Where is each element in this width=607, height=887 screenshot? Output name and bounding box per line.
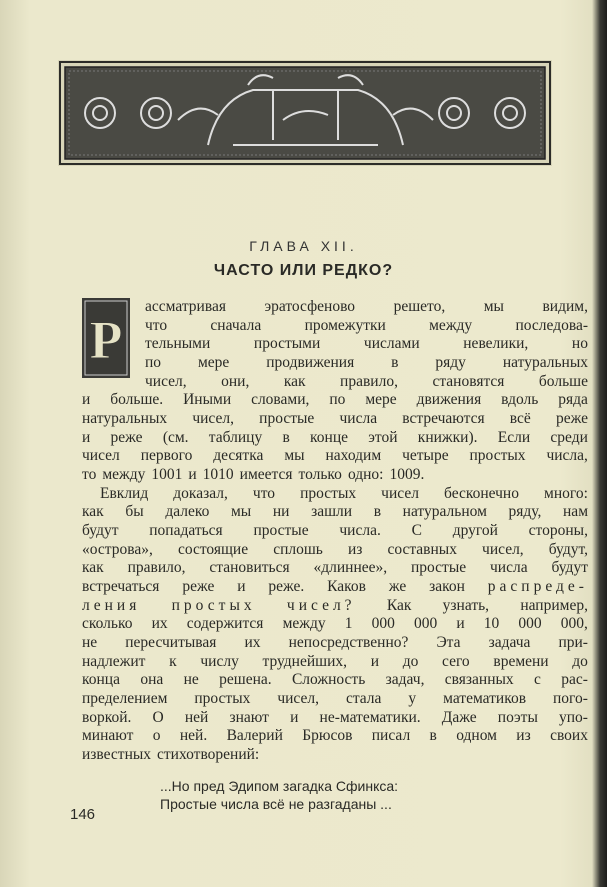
word: числу: [200, 652, 239, 670]
word: натуральных: [502, 354, 588, 371]
word: чисел,: [482, 540, 524, 558]
word: Сложность: [291, 671, 366, 689]
word: 10: [483, 615, 500, 633]
word: словами,: [251, 391, 310, 409]
word: из: [347, 540, 363, 558]
word: 1010: [202, 466, 234, 484]
word: она: [140, 671, 164, 689]
word: будут: [82, 522, 119, 540]
word: продвижения: [266, 354, 355, 371]
word: попадаться: [149, 522, 223, 540]
word: сначала: [210, 316, 262, 334]
word: мере: [365, 391, 397, 409]
word: в: [391, 354, 399, 371]
word: сплошь: [273, 540, 323, 558]
word: мере: [197, 354, 230, 371]
drop-cap-initial: [82, 298, 130, 378]
chapter-title: ЧАСТО ИЛИ РЕДКО?: [213, 262, 394, 279]
word: нам: [563, 503, 588, 521]
word: чисел,: [277, 690, 319, 708]
word: минают: [82, 727, 134, 745]
word: встречаться: [82, 578, 160, 596]
word: и: [237, 578, 246, 596]
word: реже: [182, 578, 215, 596]
text-line: [82, 558, 588, 577]
text-line: [145, 353, 588, 372]
word: с: [534, 671, 541, 689]
word: простых: [194, 690, 251, 708]
word: далеко: [165, 503, 210, 521]
word: рас-: [561, 671, 588, 689]
word: мы: [284, 447, 305, 465]
word: ассматривая: [145, 298, 226, 315]
word: 1001: [151, 466, 183, 484]
word: Если: [497, 428, 531, 446]
word: правило,: [340, 372, 398, 390]
word: сего: [442, 652, 470, 670]
word: из: [516, 727, 531, 745]
word: тельными: [145, 335, 211, 353]
text-line: [82, 633, 588, 652]
word: реже.: [268, 578, 305, 596]
word: бы: [125, 503, 144, 521]
word: же: [388, 578, 407, 596]
text-line: [82, 428, 588, 447]
word: сколько: [82, 615, 133, 633]
text-line: [82, 614, 588, 633]
word: чисел,: [192, 410, 234, 428]
word: чисел?: [286, 596, 356, 614]
word: конце: [310, 428, 349, 446]
word: простые: [253, 522, 309, 540]
word: не: [82, 634, 98, 652]
word: доказал,: [173, 484, 228, 502]
word: ряду: [435, 354, 466, 371]
word: связанных: [444, 671, 514, 689]
text-line: [82, 409, 588, 428]
word: находим: [325, 447, 382, 465]
word: книжки).: [417, 428, 478, 446]
word: натуральном: [402, 503, 487, 521]
word: между: [282, 615, 326, 633]
poem-line-2: Простые числа всё не разгаданы ...: [160, 796, 392, 812]
word: зашли: [311, 503, 353, 521]
poem-line-1: ...Но пред Эдипом загадка Сфинкса:: [160, 778, 399, 794]
word: мы: [483, 298, 504, 315]
word: Евклид: [100, 484, 149, 502]
word: видим,: [542, 298, 588, 315]
word: 000: [518, 615, 542, 633]
word: они,: [221, 372, 250, 390]
word: простых: [469, 447, 526, 465]
word: в: [429, 727, 437, 745]
word: известных: [82, 746, 152, 764]
word: их: [151, 615, 168, 633]
word: по: [329, 391, 346, 409]
word: упо-: [559, 708, 588, 726]
word: и: [456, 615, 465, 633]
word: Как: [386, 596, 412, 614]
word: становиться: [209, 559, 290, 577]
text-line: [82, 465, 582, 484]
word: математиков: [443, 690, 527, 708]
word: воркой.: [82, 708, 132, 726]
word: встречаются: [402, 410, 485, 428]
word: не-математики.: [319, 708, 421, 726]
word: времени: [493, 652, 549, 670]
word: простые: [411, 559, 467, 577]
word: между: [102, 466, 146, 484]
word: поэты: [497, 708, 538, 726]
word: другой: [452, 522, 498, 540]
word: у: [408, 690, 417, 708]
word: Каков: [327, 578, 366, 596]
word: Эта: [436, 634, 461, 652]
word: до: [572, 652, 588, 670]
text-line: [82, 652, 588, 671]
word: этой: [368, 428, 398, 446]
word: чисел: [82, 447, 120, 465]
word: Иными: [183, 391, 232, 409]
text-line: [82, 726, 588, 745]
word: таблицу: [208, 428, 263, 446]
word: среди: [550, 428, 588, 446]
word: закон: [429, 578, 465, 596]
word: не: [183, 671, 199, 689]
word: узнать,: [442, 596, 490, 614]
word: и: [188, 466, 197, 484]
word: (см.: [162, 428, 189, 446]
word: вдоль: [501, 391, 539, 409]
word: о: [152, 727, 161, 745]
word: числа,: [546, 447, 588, 465]
word: но: [571, 335, 588, 353]
word: между: [429, 316, 473, 334]
word: стихотворений:: [157, 746, 260, 764]
word: например,: [520, 596, 588, 614]
word: 000: [371, 615, 395, 633]
word: бесконечно: [444, 484, 519, 502]
text-line: [82, 446, 588, 465]
word: при-: [558, 634, 588, 652]
word: числа: [490, 559, 528, 577]
word: десятка: [213, 447, 264, 465]
word: «острова»,: [82, 540, 153, 558]
word: и: [82, 428, 91, 446]
word: натуральных: [82, 410, 168, 428]
text-line: [145, 297, 588, 316]
word: что: [252, 484, 276, 502]
word: и: [370, 652, 379, 670]
word: своих: [550, 727, 588, 745]
text-line: [82, 708, 588, 727]
word: чисел: [381, 484, 419, 502]
word: только: [298, 466, 342, 484]
word: знают: [229, 708, 269, 726]
word: ней.: [179, 727, 208, 745]
word: простые: [259, 410, 315, 428]
word: решето,: [393, 298, 446, 315]
text-line: [145, 372, 588, 391]
word: ряду,: [508, 503, 542, 521]
word: простых: [171, 596, 256, 614]
word: стала: [345, 690, 382, 708]
word: будут: [551, 559, 588, 577]
text-line: [82, 390, 588, 409]
word: стороны,: [528, 522, 588, 540]
word: Валерий: [226, 727, 283, 745]
word: надлежит: [82, 652, 146, 670]
text-line: [82, 596, 588, 615]
word: распреде-: [487, 578, 588, 596]
word: последова-: [515, 316, 588, 334]
word: пересчитывая: [125, 634, 217, 652]
word: больше: [538, 372, 588, 390]
text-line: [82, 521, 588, 540]
word: задач,: [385, 671, 425, 689]
text-line: [82, 577, 588, 596]
word: Брюсов: [302, 727, 353, 745]
word: состоящие: [177, 540, 249, 558]
text-line: [100, 484, 588, 503]
word: то: [82, 466, 97, 484]
word: четыре: [402, 447, 449, 465]
text-line: [82, 502, 588, 521]
word: писал: [371, 727, 411, 745]
page-number: 146: [70, 806, 96, 823]
word: числа: [339, 410, 378, 428]
word: будут,: [548, 540, 588, 558]
word: реже: [110, 428, 143, 446]
word: до: [402, 652, 419, 670]
word: как: [82, 503, 104, 521]
word: невелики,: [463, 335, 529, 353]
word: непосредственно?: [288, 634, 409, 652]
word: числами: [363, 335, 420, 353]
word: простых: [300, 484, 357, 502]
word: всё: [509, 410, 531, 428]
word: ни: [272, 503, 290, 521]
word: движения: [416, 391, 482, 409]
word: эратосфеново: [264, 298, 356, 315]
word: и: [82, 391, 91, 409]
word: и: [290, 708, 299, 726]
word: 1: [344, 615, 353, 633]
word: конца: [82, 671, 120, 689]
word: одно:: [347, 466, 384, 484]
word: реже: [555, 410, 588, 428]
text-line: [82, 689, 588, 708]
word: к: [169, 652, 177, 670]
word: задача: [488, 634, 531, 652]
word: в: [282, 428, 290, 446]
word: одном: [456, 727, 497, 745]
word: ряда: [558, 391, 588, 409]
word: по: [145, 354, 162, 371]
word: больше.: [110, 391, 164, 409]
word: много:: [544, 484, 588, 502]
word: как: [283, 372, 306, 390]
word: числа.: [339, 522, 381, 540]
word: составных: [387, 540, 457, 558]
word: правило,: [127, 559, 186, 577]
drop-cap-letter: Р: [89, 310, 123, 370]
word: 000: [414, 615, 438, 633]
word: Даже: [441, 708, 477, 726]
word: 1009.: [389, 466, 425, 484]
word: труднейших,: [262, 652, 348, 670]
word: пределением: [82, 690, 168, 708]
word: 000,: [560, 615, 588, 633]
word: как: [82, 559, 104, 577]
word: в: [373, 503, 382, 521]
word: решена.: [219, 671, 272, 689]
word: ления: [82, 596, 141, 614]
word: «длиннее»,: [313, 559, 388, 577]
word: их: [244, 634, 261, 652]
word: О: [152, 708, 164, 726]
text-line: [145, 316, 588, 335]
word: что: [145, 316, 168, 334]
word: простыми: [253, 335, 321, 353]
header-ornament: [58, 60, 552, 166]
word: пого-: [553, 690, 588, 708]
text-line: [82, 745, 582, 764]
word: промежутки: [304, 316, 386, 334]
word: становятся: [432, 372, 505, 390]
text-line: [82, 670, 588, 689]
word: имеется: [239, 466, 293, 484]
word: содержится: [186, 615, 264, 633]
word: мы: [230, 503, 252, 521]
text-line: [145, 334, 588, 353]
word: чисел,: [145, 372, 187, 390]
word: первого: [140, 447, 193, 465]
word: ней: [184, 708, 209, 726]
chapter-number: ГЛАВА XII.: [249, 238, 358, 254]
word: С: [411, 522, 422, 540]
text-line: [82, 540, 588, 559]
